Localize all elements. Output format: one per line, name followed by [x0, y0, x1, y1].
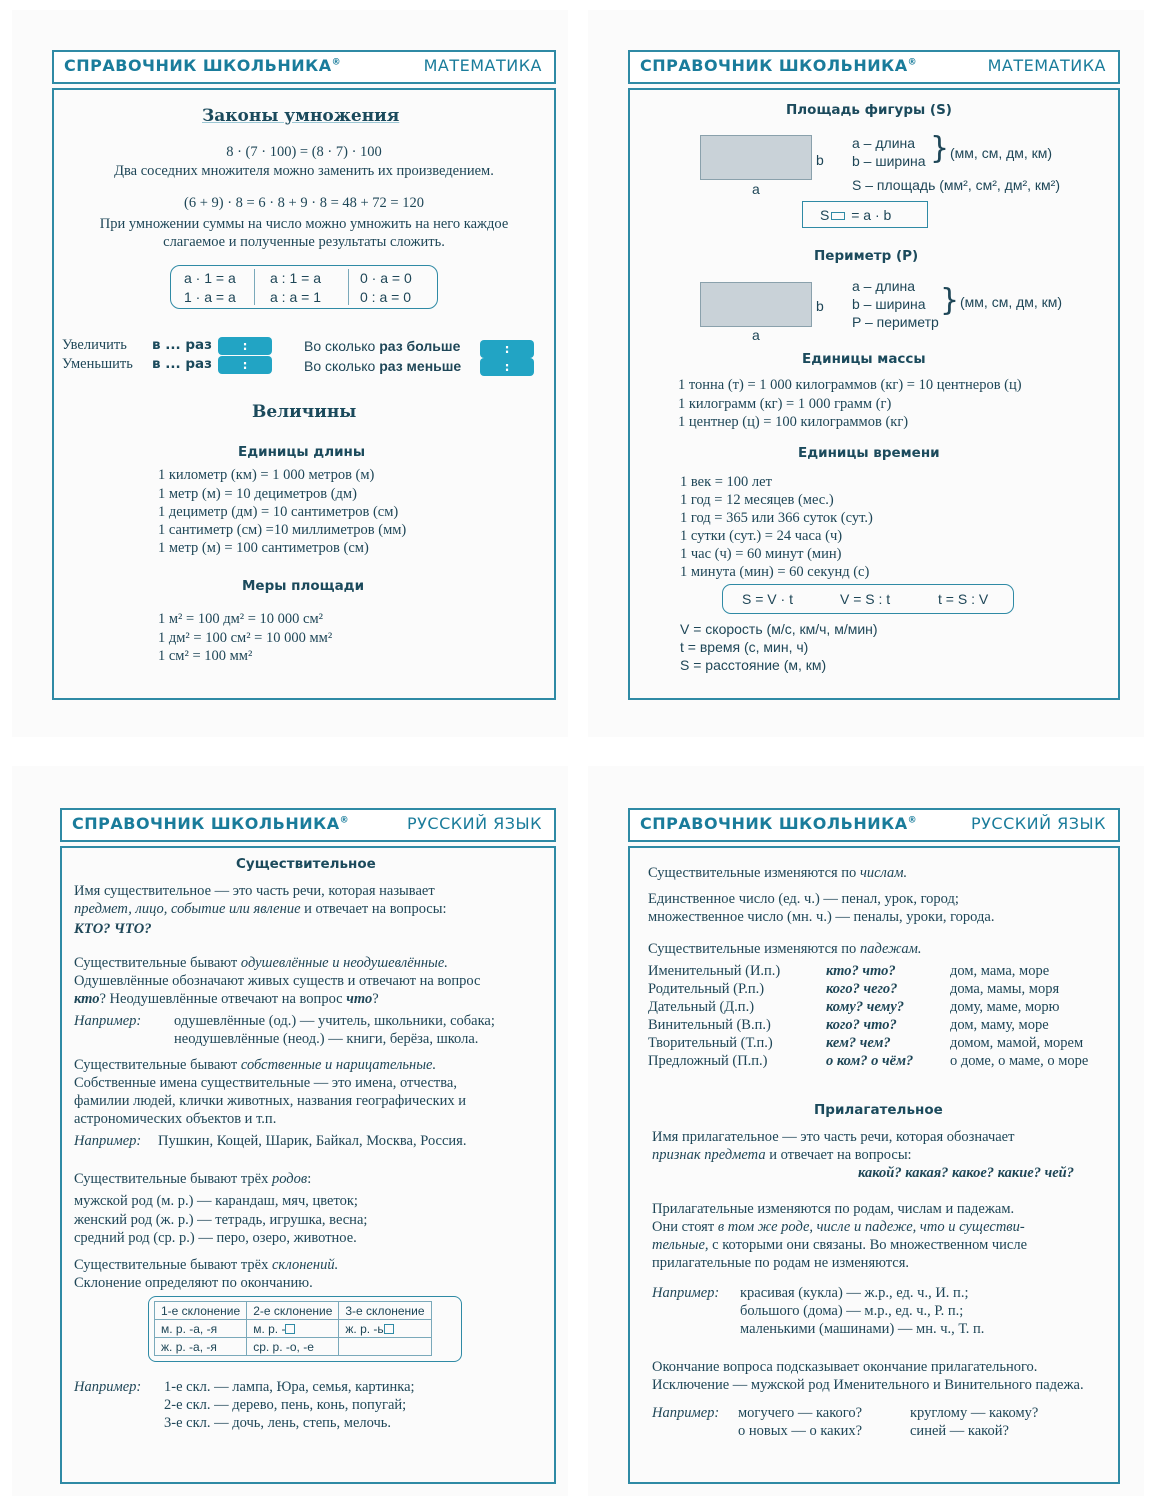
example-line: красивая (кукла) — ж.р., ед. ч., И. п.;	[740, 1285, 969, 1301]
case-name: Дательный (Д.п.)	[648, 999, 755, 1015]
length-title: Единицы длины	[238, 444, 366, 460]
header-subject: МАТЕМАТИКА	[987, 56, 1106, 75]
example-pair: о новых — о каких?	[738, 1423, 863, 1439]
def-line: предмет, лицо, событие или явление и отвечает на вопросы:	[74, 901, 447, 917]
case-question: кого? чего?	[826, 981, 898, 997]
example-line: 1-е скл. — лампа, Юра, семья, картинка;	[164, 1379, 415, 1395]
decl-cell	[339, 1338, 431, 1356]
page-header	[628, 50, 1120, 84]
times-word: в ... раз	[152, 337, 212, 353]
time-line: 1 год = 12 месяцев (мес.)	[680, 492, 834, 508]
time-def: t = время (с, мин, ч)	[680, 639, 809, 655]
side-label: b	[816, 152, 824, 168]
rules-divider	[254, 269, 255, 305]
adj-questions: какой? какая? какое? какие? чей?	[858, 1165, 1074, 1181]
text-line: фамилии людей, клички животных, названия географических и	[74, 1093, 467, 1109]
case-question: кто? что?	[826, 963, 896, 979]
text-line: кто? Неодушевлённые отвечают на вопрос что?	[74, 991, 379, 1007]
header-subject: РУССКИЙ ЯЗЫК	[971, 814, 1106, 833]
area-formula: S = a · b	[820, 207, 892, 223]
example-line: неодушевлённые (неод.) — книги, берёза, школа.	[174, 1031, 479, 1047]
motion-formula: t = S : V	[938, 591, 989, 607]
decl-header: 1-е склонение	[155, 1302, 247, 1320]
time-line: 1 век = 100 лет	[680, 474, 772, 490]
page-header	[52, 50, 556, 84]
section-title: Существительное	[236, 856, 376, 872]
side-label: a	[752, 181, 760, 197]
header-title: СПРАВОЧНИК ШКОЛЬНИКА®	[640, 56, 918, 75]
header-title: СПРАВОЧНИК ШКОЛЬНИКА®	[640, 814, 918, 833]
questions: КТО? ЧТО?	[74, 921, 152, 937]
time-title: Единицы времени	[798, 445, 940, 461]
units: (мм, см, дм, км)	[960, 294, 1063, 310]
decl-cell: м. р. -	[247, 1320, 339, 1338]
rule-cell: a : a = 1	[270, 289, 321, 305]
rule-text: слагаемое и полученные результаты сложить.	[163, 234, 445, 250]
rules-divider	[348, 269, 349, 305]
colon-badge: :	[480, 340, 534, 358]
length-line: 1 дециметр (дм) = 10 сантиметров (см)	[158, 504, 399, 520]
colon-badge: :	[480, 358, 534, 376]
example-pair: синей — какой?	[910, 1423, 1009, 1439]
mass-line: 1 центнер (ц) = 100 килограммов (кг)	[678, 414, 909, 430]
example-label: Например:	[652, 1405, 720, 1421]
example-label: Например:	[652, 1285, 720, 1301]
time-line: 1 час (ч) = 60 минут (мин)	[680, 546, 842, 562]
decrease-label: Уменьшить	[62, 356, 133, 372]
def-a: a – длина	[852, 135, 916, 151]
rule-cell: a · 1 = a	[184, 270, 236, 286]
text-line: тельные, с которыми они связаны. Во множественном числе	[652, 1237, 1028, 1253]
case-question: кем? чем?	[826, 1035, 891, 1051]
decl-cell: ср. р. -о, -е	[247, 1338, 339, 1356]
how-many-less: Во сколько раз меньше	[304, 358, 462, 374]
case-example: о доме, о маме, о море	[950, 1053, 1089, 1069]
def-b: b – ширина	[852, 296, 926, 312]
case-name: Винительный (В.п.)	[648, 1017, 771, 1033]
rule-cell: 1 · a = a	[184, 289, 236, 305]
text-line: прилагательные по родам не изменяются.	[652, 1255, 909, 1271]
case-question: кого? что?	[826, 1017, 897, 1033]
example-line: одушевлённые (од.) — учитель, школьники, собака;	[174, 1013, 495, 1029]
rule-text: Два соседних множителя можно заменить их произведением.	[114, 163, 494, 179]
time-line: 1 сутки (сут.) = 24 часа (ч)	[680, 528, 843, 544]
page-math-2	[588, 10, 1144, 737]
decl-header: 3-е склонение	[339, 1302, 431, 1320]
decl-cell: ж. р. -ь	[339, 1320, 431, 1338]
brace: }	[940, 283, 960, 318]
perimeter-title: Периметр (Р)	[814, 248, 919, 264]
page-russian-1	[12, 766, 568, 1496]
text-line: Существительные бывают одушевлённые и неодушевлённые.	[74, 955, 448, 971]
def-s: S – площадь (мм², см², дм², км²)	[852, 177, 1060, 193]
increase-label: Увеличить	[62, 337, 127, 353]
mass-title: Единицы массы	[802, 351, 926, 367]
case-example: дому, маме, морю	[950, 999, 1060, 1015]
null-ending-icon	[285, 1324, 295, 1334]
number-line: множественное число (мн. ч.) — пеналы, уроки, города.	[648, 909, 995, 925]
gender-line: мужской род (м. р.) — карандаш, мяч, цветок;	[74, 1193, 358, 1209]
case-question: о ком? о чём?	[826, 1053, 914, 1069]
text-line: Исключение — мужской род Именительного и Винительного падежа.	[652, 1377, 1084, 1393]
case-name: Именительный (И.п.)	[648, 963, 781, 979]
area-line: 1 м² = 100 дм² = 10 000 см²	[158, 611, 323, 627]
def-line: Имя существительное — это часть речи, которая называет	[74, 883, 435, 899]
motion-formula: V = S : t	[840, 591, 891, 607]
text-line: Прилагательные изменяются по родам, числам и падежам.	[652, 1201, 1015, 1217]
units: (мм, см, дм, км)	[950, 145, 1053, 161]
header-title: СПРАВОЧНИК ШКОЛЬНИКА®	[64, 56, 342, 75]
example-line: большого (дома) — м.р., ед. ч., Р. п.;	[740, 1303, 964, 1319]
example-line: Пушкин, Кощей, Шарик, Байкал, Москва, Россия.	[158, 1133, 467, 1149]
mass-line: 1 килограмм (кг) = 1 000 грамм (г)	[678, 396, 892, 412]
formula: (6 + 9) · 8 = 6 · 8 + 9 · 8 = 48 + 72 = 120	[184, 195, 424, 211]
example-label: Например:	[74, 1013, 142, 1029]
case-question: кому? чему?	[826, 999, 905, 1015]
def-line: признак предмета и отвечает на вопросы:	[652, 1147, 912, 1163]
how-many-more: Во сколько раз больше	[304, 338, 461, 354]
case-example: дом, маму, море	[950, 1017, 1049, 1033]
area-line: 1 дм² = 100 см² = 10 000 мм²	[158, 630, 333, 646]
section-title: Законы умножения	[202, 106, 400, 126]
rule-cell: 0 · a = 0	[360, 270, 412, 286]
length-line: 1 сантиметр (см) =10 миллиметров (мм)	[158, 522, 407, 538]
gender-line: средний род (ср. р.) — перо, озеро, животное.	[74, 1230, 357, 1246]
page-header	[60, 808, 556, 842]
rule-cell: 0 : a = 0	[360, 289, 411, 305]
motion-formula: S = V · t	[742, 591, 793, 607]
area-title: Площадь фигуры (S)	[786, 102, 952, 118]
text-line: Существительные бывают трёх склонений.	[74, 1257, 339, 1273]
page-math-1	[12, 10, 568, 737]
time-line: 1 минута (мин) = 60 секунд (с)	[680, 564, 870, 580]
decl-header: 2-е склонение	[247, 1302, 339, 1320]
decl-cell: м. р. -а, -я	[155, 1320, 247, 1338]
page-header	[628, 808, 1120, 842]
example-line: 3-е скл. — дочь, лень, степь, мелочь.	[164, 1415, 392, 1431]
def-p: P – периметр	[852, 314, 939, 330]
brace: }	[930, 131, 950, 166]
case-name: Предложный (П.п.)	[648, 1053, 768, 1069]
header-subject: МАТЕМАТИКА	[423, 56, 542, 75]
side-label: b	[816, 298, 824, 314]
example-line: 2-е скл. — дерево, пень, конь, попугай;	[164, 1397, 407, 1413]
text-line: Существительные бывают трёх родов:	[74, 1171, 312, 1187]
text-line: Существительные бывают собственные и нарицательные.	[74, 1057, 437, 1073]
text-line: астрономических объектов и т.п.	[74, 1111, 277, 1127]
example-pair: круглому — какому?	[910, 1405, 1039, 1421]
rule-cell: a : 1 = a	[270, 270, 321, 286]
text-line: Окончание вопроса подсказывает окончание прилагательного.	[652, 1359, 1038, 1375]
case-name: Творительный (Т.п.)	[648, 1035, 773, 1051]
declension-table	[154, 1301, 432, 1356]
example-label: Например:	[74, 1379, 142, 1395]
header-title: СПРАВОЧНИК ШКОЛЬНИКА®	[72, 814, 350, 833]
header-subject: РУССКИЙ ЯЗЫК	[407, 814, 542, 833]
length-line: 1 метр (м) = 100 сантиметров (см)	[158, 540, 369, 556]
def-a: a – длина	[852, 278, 916, 294]
number-line: Единственное число (ед. ч.) — пенал, урок, город;	[648, 891, 959, 907]
case-example: дом, мама, море	[950, 963, 1050, 979]
velocity-def: V = скорость (м/с, км/ч, м/мин)	[680, 621, 878, 637]
text-line: Одушевлённые обозначают живых существ и отвечают на вопрос	[74, 973, 481, 989]
divide-badge: :	[218, 356, 272, 374]
length-line: 1 километр (км) = 1 000 метров (м)	[158, 467, 375, 483]
text-line: Собственные имена существительные — это имена, отчества,	[74, 1075, 457, 1091]
rule-text: При умножении суммы на число можно умножить на него каждое	[99, 216, 509, 232]
adjective-title: Прилагательное	[814, 1102, 943, 1118]
case-name: Родительный (Р.п.)	[648, 981, 765, 997]
formula: 8 · (7 · 100) = (8 · 7) · 100	[226, 144, 382, 160]
case-example: домом, мамой, морем	[950, 1035, 1084, 1051]
distance-def: S = расстояние (м, км)	[680, 657, 827, 673]
example-label: Например:	[74, 1133, 142, 1149]
area-title: Меры площади	[242, 578, 365, 594]
text-line: Склонение определяют по окончанию.	[74, 1275, 313, 1291]
example-pair: могучего — какого?	[738, 1405, 863, 1421]
null-ending-icon	[384, 1324, 394, 1334]
mass-line: 1 тонна (т) = 1 000 килограммов (кг) = 10 центнеров (ц)	[678, 377, 1022, 393]
example-line: маленькими (машинами) — мн. ч., Т. п.	[740, 1321, 985, 1337]
def-b: b – ширина	[852, 153, 926, 169]
area-line: 1 см² = 100 мм²	[158, 648, 253, 664]
def-line: Имя прилагательное — это часть речи, которая обозначает	[652, 1129, 1015, 1145]
side-label: a	[752, 327, 760, 343]
multiply-badge: :	[218, 337, 272, 355]
length-line: 1 метр (м) = 10 дециметров (дм)	[158, 486, 357, 502]
times-word: в ... раз	[152, 356, 212, 372]
gender-line: женский род (ж. р.) — тетрадь, игрушка, весна;	[74, 1212, 368, 1228]
text-line: Они стоят в том же роде, числе и падеже, что и существи-	[652, 1219, 1025, 1235]
rectangle-figure	[700, 135, 812, 180]
decl-cell: ж. р. -а, -я	[155, 1338, 247, 1356]
page-russian-2	[588, 766, 1144, 1496]
rectangle-figure	[700, 282, 812, 327]
case-example: дома, мамы, моря	[950, 981, 1060, 997]
time-line: 1 год = 365 или 366 суток (сут.)	[680, 510, 873, 526]
text-line: Существительные изменяются по числам.	[648, 865, 908, 881]
text-line: Существительные изменяются по падежам.	[648, 941, 922, 957]
quantities-title: Величины	[252, 402, 357, 422]
